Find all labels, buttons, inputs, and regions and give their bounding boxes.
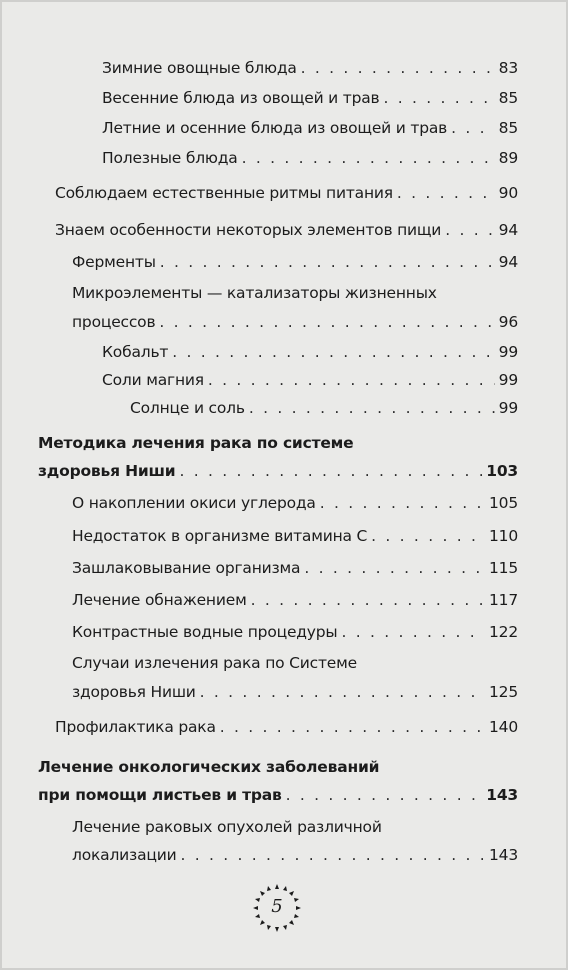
entry-title: Соблюдаем естественные ритмы питания xyxy=(55,184,393,202)
entry-page: 85 xyxy=(498,119,518,137)
entry-page: 125 xyxy=(489,683,518,701)
entry-title-line1: Микроэлементы — катализаторы жизненных xyxy=(72,284,437,302)
entry-title: здоровья Ниши xyxy=(72,683,196,701)
leader-dots xyxy=(159,312,494,332)
entry-page: 99 xyxy=(498,371,518,389)
entry-title: Профилактика рака xyxy=(55,718,216,736)
leader-dots xyxy=(286,785,483,805)
entry-title-line1: Методика лечения рака по системе xyxy=(38,434,354,452)
entry-page: 105 xyxy=(489,494,518,512)
leader-dots xyxy=(397,183,495,203)
entry-title: Кобальт xyxy=(102,343,169,361)
entry-page: 85 xyxy=(498,89,518,107)
entry-page: 140 xyxy=(489,718,518,736)
leader-dots xyxy=(172,342,494,362)
page-number-value: 5 xyxy=(271,896,283,917)
page-number xyxy=(251,882,303,934)
entry-title: Знаем особенности некоторых элементов пищи xyxy=(55,221,442,239)
leader-dots xyxy=(220,717,485,737)
leader-dots xyxy=(160,252,495,272)
entry-page: 117 xyxy=(489,591,518,609)
entry-title: Летние и осенние блюда из овощей и трав xyxy=(102,119,448,137)
leader-dots xyxy=(180,845,485,865)
entry-title: Зимние овощные блюда xyxy=(102,59,297,77)
entry-page: 122 xyxy=(489,623,518,641)
entry-page: 89 xyxy=(498,149,518,167)
entry-page: 99 xyxy=(498,343,518,361)
entry-title-line1: Случаи излечения рака по Системе xyxy=(72,654,357,672)
entry-page: 96 xyxy=(498,313,518,331)
leader-dots xyxy=(208,370,495,390)
entry-title: Зашлаковывание организма xyxy=(72,559,301,577)
entry-page: 110 xyxy=(489,527,518,545)
leader-dots xyxy=(320,493,485,513)
entry-title: Контрастные водные процедуры xyxy=(72,623,338,641)
leader-dots xyxy=(371,526,485,546)
leader-dots xyxy=(242,148,495,168)
entry-title: Солнце и соль xyxy=(130,399,245,417)
entry-page: 143 xyxy=(486,786,518,804)
entry-title: Весенние блюда из овощей и трав xyxy=(102,89,380,107)
leader-dots xyxy=(445,220,494,240)
entry-title: Полезные блюда xyxy=(102,149,238,167)
entry-title: процессов xyxy=(72,313,156,331)
entry-page: 143 xyxy=(489,846,518,864)
entry-title: Соли магния xyxy=(102,371,204,389)
entry-page: 83 xyxy=(498,59,518,77)
leader-dots xyxy=(451,118,495,138)
entry-page: 90 xyxy=(498,184,518,202)
entry-page: 103 xyxy=(486,462,518,480)
entry-page: 115 xyxy=(489,559,518,577)
entry-title-line1: Лечение онкологических заболеваний xyxy=(38,758,380,776)
entry-title: здоровья Ниши xyxy=(38,462,176,480)
leader-dots xyxy=(304,558,485,578)
entry-page: 94 xyxy=(498,221,518,239)
leader-dots xyxy=(251,590,485,610)
entry-title: О накоплении окиси углерода xyxy=(72,494,316,512)
entry-title: Лечение обнажением xyxy=(72,591,247,609)
entry-title: при помощи листьев и трав xyxy=(38,786,282,804)
leader-dots xyxy=(249,398,495,418)
entry-page: 94 xyxy=(498,253,518,271)
entry-title-line1: Лечение раковых опухолей различной xyxy=(72,818,382,836)
entry-page: 99 xyxy=(498,399,518,417)
leader-dots xyxy=(341,622,485,642)
leader-dots xyxy=(179,461,482,481)
entry-title: локализации xyxy=(72,846,177,864)
leader-dots xyxy=(200,682,485,702)
leader-dots xyxy=(301,58,495,78)
entry-title: Ферменты xyxy=(72,253,156,271)
leader-dots xyxy=(383,88,494,108)
entry-title: Недостаток в организме витамина С xyxy=(72,527,368,545)
